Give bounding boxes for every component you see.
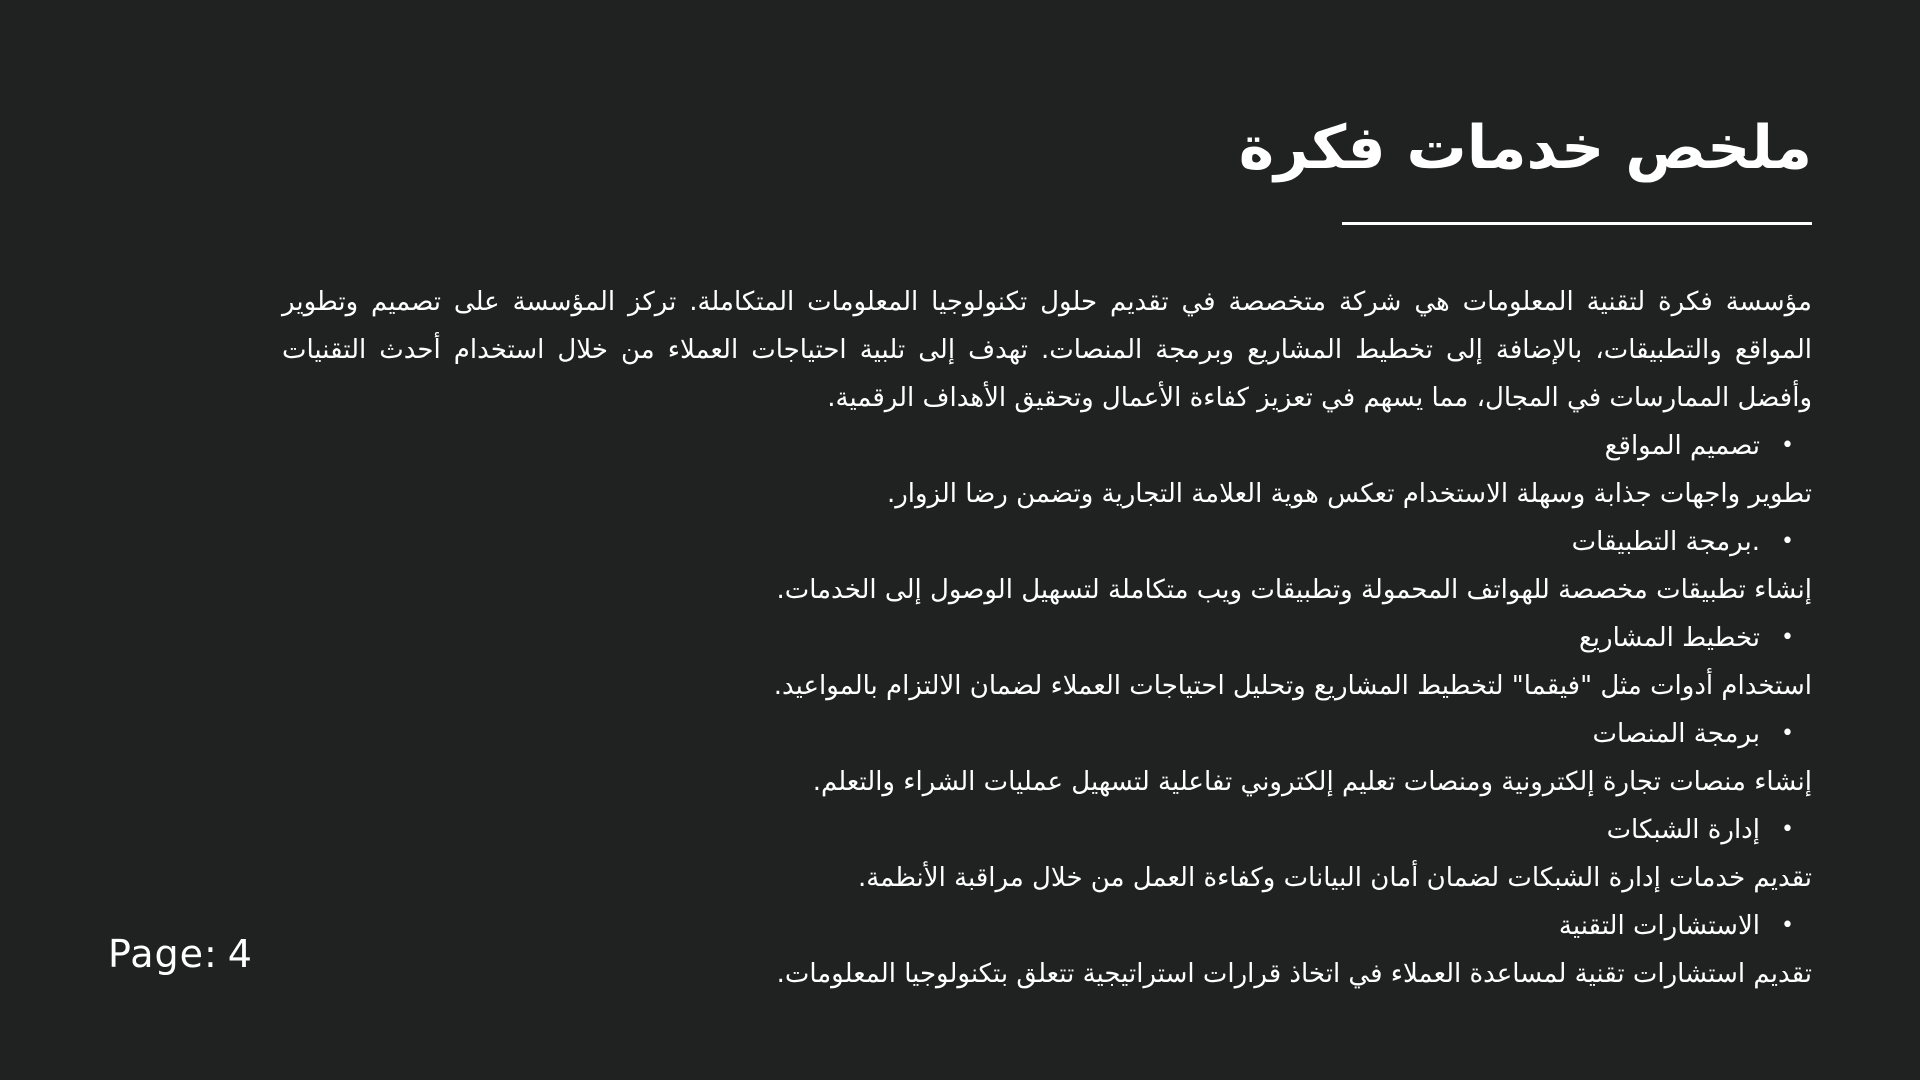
services-list	[282, 422, 1812, 998]
bullet-icon: •	[1781, 721, 1794, 746]
bullet-icon: •	[1781, 529, 1794, 554]
service-heading-text: الاستشارات التقنية	[1558, 911, 1760, 941]
service-item	[282, 422, 1812, 518]
title-divider	[1342, 222, 1812, 225]
page-title: ملخص خدمات فكرة	[1238, 113, 1812, 183]
service-heading-text: إدارة الشبكات	[1606, 815, 1760, 845]
service-description: تقديم استشارات تقنية لمساعدة العملاء في اتخاذ قرارات استراتيجية تتعلق بتكنولوجيا المعلومات.	[776, 959, 1812, 989]
bullet-icon: •	[1781, 433, 1794, 458]
service-heading-text: تصميم المواقع	[1604, 431, 1760, 461]
service-description: إنشاء منصات تجارة إلكترونية ومنصات تعليم إلكتروني تفاعلية لتسهيل عمليات الشراء والتعلم.	[812, 767, 1812, 797]
service-item	[282, 518, 1812, 614]
service-item	[282, 806, 1812, 902]
bullet-icon: •	[1781, 625, 1794, 650]
service-description: تطوير واجهات جذابة وسهلة الاستخدام تعكس هوية العلامة التجارية وتضمن رضا الزوار.	[886, 479, 1812, 509]
service-heading	[282, 806, 1812, 854]
service-description: إنشاء تطبيقات مخصصة للهواتف المحمولة وتطبيقات ويب متكاملة لتسهيل الوصول إلى الخدمات.	[776, 575, 1812, 605]
page-label-text: Page:	[108, 932, 218, 976]
service-heading-text: برمجة المنصات	[1592, 719, 1760, 749]
service-heading	[282, 902, 1812, 950]
bullet-icon: •	[1781, 817, 1794, 842]
service-item	[282, 710, 1812, 806]
bullet-icon: •	[1781, 913, 1794, 938]
service-item	[282, 902, 1812, 998]
service-description: استخدام أدوات مثل "فيقما" لتخطيط المشاريع وتحليل احتياجات العملاء لضمان الالتزام بالمواعيد.	[773, 671, 1812, 701]
page-number	[108, 928, 263, 980]
service-item	[282, 614, 1812, 710]
service-description: تقديم خدمات إدارة الشبكات لضمان أمان البيانات وكفاءة العمل من خلال مراقبة الأنظمة.	[857, 863, 1812, 893]
page-number-value: 4	[227, 932, 253, 976]
service-heading	[282, 614, 1812, 662]
service-heading	[282, 518, 1812, 566]
service-heading-text: تخطيط المشاريع	[1578, 623, 1760, 653]
intro-paragraph: مؤسسة فكرة لتقنية المعلومات هي شركة متخصصة في تقديم حلول تكنولوجيا المعلومات المتكاملة. تركز المؤسسة على تصميم وتطوير المواقع والتطبيقات، بالإضافة إلى تخطيط المشاريع وبرمجة المنصات. تهدف إلى تلبية احتياجات العملاء من خلال استخدام أحدث التقنيات وأفضل الممارسات في المجال، مما يسهم في تعزيز كفاءة الأعمال وتحقيق الأهداف الرقمية.	[282, 287, 1812, 413]
service-heading	[282, 422, 1812, 470]
service-heading-text: .برمجة التطبيقات	[1571, 527, 1760, 557]
service-heading	[282, 710, 1812, 758]
content-body	[282, 278, 1812, 998]
